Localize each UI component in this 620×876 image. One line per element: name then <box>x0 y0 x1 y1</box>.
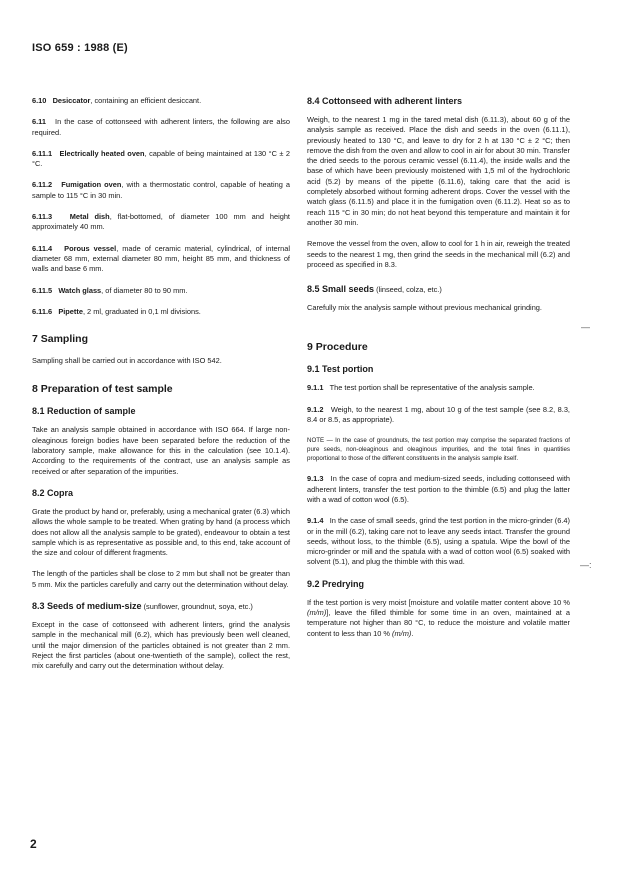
heading-7-sampling: 7 Sampling <box>32 333 89 346</box>
margin-mark: —: <box>580 560 592 570</box>
right-column <box>307 96 570 650</box>
clause-6-11-2: 6.11.2 Fumigation oven, with a thermostatic control, capable of heating a sample to 115 °C in 30 min. <box>32 180 290 200</box>
clause-8-2-text-1: Grate the product by hand or, preferably, using a mechanical grater (6.3) which allows the whole sample to be treated. When grating by hand (a process which does not allow all the analysis sample to be grated), endeavour to obtain a test sample which is as representative as possible and, to this end, take account of the size and colour of different fragments. <box>32 506 290 558</box>
page-number: 2 <box>30 837 37 851</box>
clause-6-11-3: 6.11.3 Metal dish, flat-bottomed, of diameter 100 mm and height approximately 40 mm. <box>32 212 290 232</box>
heading-8-2: 8.2 Copra <box>32 487 74 498</box>
clause-6-10: 6.10 Desiccator, containing an efficient desiccant. <box>32 96 202 105</box>
heading-8-1: 8.1 Reduction of sample <box>32 406 136 417</box>
clause-8-4-text-2: Remove the vessel from the oven, allow to cool for 1 h in air, reweigh the treated seeds to the nearest 1 mg, then grind the seeds in the mechanical mill (6.2) and proceed as specified in 8.3. <box>307 239 570 269</box>
heading-9-1: 9.1 Test portion <box>307 364 374 375</box>
clause-6-11: 6.11 In the case of cottonseed with adherent linters, the following are also required. <box>32 117 290 137</box>
document-header: ISO 659 : 1988 (E) <box>32 42 128 54</box>
heading-9-procedure: 9 Procedure <box>307 341 368 354</box>
clause-9-1-2: 9.1.2 Weigh, to the nearest 1 mg, about 10 g of the test sample (see 8.2, 8.3, 8.4 or 8.5, as appropriate). <box>307 404 570 425</box>
clause-8-4-text-1: Weigh, to the nearest 1 mg in the tared metal dish (6.11.3), about 60 g of the analysis sample as received. Place the dish and seeds in the oven (6.11.1), previously heated to 130 °C, and leave to dry for 2 h at 130 °C ± 2 °C; then remove the dish from the oven and allow to cool in air for about 30 min. Transfer the dried seeds to the porous ceramic vessel (6.11.4), the inside walls and the base of which have been previously moistened with 1,5 ml of the hydrochloric acid (5.2) by means of the pipette (6.11.6), taking care that the acid is completely absorbed without forming adherent drops. Cover the vessel with the watch glass (6.11.5) and place it in the fumigation oven (6.11.2). Heat so as to reach 115 °C in 30 min; do not heat beyond this temperature and maintain it for another 30 min. <box>307 115 570 227</box>
clause-8-2-text-2: The length of the particles shall be close to 2 mm but shall not be greater than 5 mm. Mix the particles carefully and carry out the determination without delay. <box>32 569 290 589</box>
clause-9-1-3: 9.1.3 In the case of copra and medium-sized seeds, including cottonseed with adherent linters, transfer the test portion to the thimble (6.5) and plug the latter with a wad of cotton wool (6.5). <box>307 474 570 504</box>
clause-6-11-6: 6.11.6 Pipette, 2 ml, graduated in 0,1 ml divisions. <box>32 306 201 316</box>
note-groundnuts: NOTE — In the case of groundnuts, the test portion may comprise the separated fractions of pure seeds, non-oleaginous and oleaginous impurities, and the total fines in quantities proportional to those of the different constituents in the analysis sample itself. <box>307 437 570 463</box>
heading-8-3: 8.3 Seeds of medium-size (sunflower, groundnut, soya, etc.) <box>32 601 253 612</box>
clause-6-11-1: 6.11.1 Electrically heated oven, capable of being maintained at 130 °C ± 2 °C. <box>32 148 290 169</box>
heading-8-4: 8.4 Cottonseed with adherent linters <box>307 96 463 106</box>
clause-7-text: Sampling shall be carried out in accordance with ISO 542. <box>32 356 222 366</box>
clause-9-2-text: If the test portion is very moist [moisture and volatile matter content above 10 % (m/m)], leave the filled thimble for some time in an oven, maintained at a temperature not higher than 80 °C, to reduce the moisture and volatile matter content to less than 10 % (m/m). <box>307 597 570 638</box>
clause-6-11-4: 6.11.4 Porous vessel, made of ceramic material, cylindrical, of internal diameter 68 mm, external diameter 80 mm, height 85 mm, and thickness of walls and base 6 mm. <box>32 243 290 274</box>
left-column <box>32 96 290 683</box>
clause-9-1-1: 9.1.1 The test portion shall be representative of the analysis sample. <box>307 383 535 393</box>
heading-9-2: 9.2 Predrying <box>307 578 365 589</box>
heading-8-preparation: 8 Preparation of test sample <box>32 383 173 396</box>
clause-6-11-5: 6.11.5 Watch glass, of diameter 80 to 90 mm. <box>32 285 188 295</box>
heading-8-5: 8.5 Small seeds (linseed, colza, etc.) <box>307 284 442 295</box>
clause-8-1-text: Take an analysis sample obtained in accordance with ISO 664. If large non-oleaginous foreign bodies have been separated before the reduction of the laboratory sample, make allowance for this in the calculation (see 10.1.4). According to the requirements of the contract, use an analysis sample as received or after separation of the impurities. <box>32 425 290 476</box>
clause-9-1-4: 9.1.4 In the case of small seeds, grind the test portion in the micro-grinder (6.4) or in the mill (6.2), taking care not to leave any seeds intact. Transfer the ground seeds, without loss, to the thimble (6.5), using a spatula. Wipe the bowl of the micro-grinder or mill and the spatula with a wad of cotton wool (6.5) soaked with solvent (5.1), and plug the thimble with this wad. <box>307 516 570 567</box>
clause-8-5-text: Carefully mix the analysis sample without previous mechanical grinding. <box>307 303 542 313</box>
clause-8-3-text: Except in the case of cottonseed with adherent linters, grind the analysis sample in the mechanical mill (6.2), which has previously been well cleaned, until the major dimension of the particles obtained is not greater than 2 mm. Reject the first particles (about one-twentieth of the sample), collect the rest, mix carefully and carry out the determination without delay. <box>32 620 290 671</box>
margin-mark: — <box>581 322 590 332</box>
